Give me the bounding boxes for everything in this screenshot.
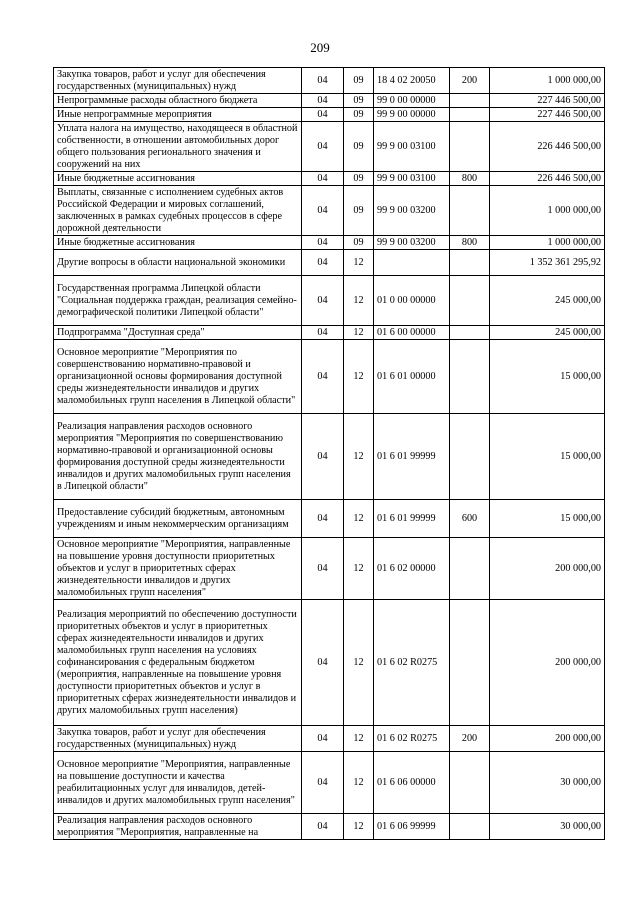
amount-cell: 200 000,00 [490, 538, 605, 600]
expense-type-cell [450, 250, 490, 276]
expense-name-cell: Основное мероприятие "Мероприятия по совершенствованию нормативно-правовой и организационной основы формирования доступной среды жизнедеятельности инвалидов и других маломобильных групп населения в Липецкой области" [54, 340, 302, 414]
expense-name-cell: Реализация направления расходов основного мероприятия "Мероприятия, направленные на [54, 814, 302, 840]
amount-cell: 1 000 000,00 [490, 68, 605, 94]
table-row [54, 340, 605, 414]
table-row [54, 726, 605, 752]
amount-cell: 1 352 361 295,92 [490, 250, 605, 276]
subsection-code-cell: 09 [344, 68, 374, 94]
subsection-code-cell: 12 [344, 340, 374, 414]
expense-type-cell: 800 [450, 236, 490, 250]
expense-name-cell: Иные непрограммные мероприятия [54, 108, 302, 122]
amount-cell: 1 000 000,00 [490, 186, 605, 236]
section-code-cell: 04 [302, 752, 344, 814]
target-article-cell [374, 250, 450, 276]
table-row [54, 94, 605, 108]
expense-type-cell [450, 752, 490, 814]
target-article-cell: 01 6 02 R0275 [374, 726, 450, 752]
target-article-cell: 99 9 00 03100 [374, 122, 450, 172]
expense-name-cell: Выплаты, связанные с исполнением судебных актов Российской Федерации и мировых соглашений, заключенных в рамках судебных процессов в сфере дорожной деятельности [54, 186, 302, 236]
section-code-cell: 04 [302, 236, 344, 250]
section-code-cell: 04 [302, 500, 344, 538]
subsection-code-cell: 12 [344, 500, 374, 538]
amount-cell: 15 000,00 [490, 500, 605, 538]
section-code-cell: 04 [302, 600, 344, 726]
target-article-cell: 99 9 00 03100 [374, 172, 450, 186]
section-code-cell: 04 [302, 340, 344, 414]
section-code-cell: 04 [302, 108, 344, 122]
amount-cell: 245 000,00 [490, 326, 605, 340]
subsection-code-cell: 09 [344, 236, 374, 250]
expense-type-cell: 800 [450, 172, 490, 186]
section-code-cell: 04 [302, 172, 344, 186]
section-code-cell: 04 [302, 68, 344, 94]
section-code-cell: 04 [302, 726, 344, 752]
expense-type-cell [450, 814, 490, 840]
expense-type-cell [450, 276, 490, 326]
amount-cell: 200 000,00 [490, 600, 605, 726]
expense-name-cell: Другие вопросы в области национальной экономики [54, 250, 302, 276]
table-row [54, 172, 605, 186]
table-row [54, 600, 605, 726]
subsection-code-cell: 12 [344, 600, 374, 726]
amount-cell: 1 000 000,00 [490, 236, 605, 250]
subsection-code-cell: 09 [344, 94, 374, 108]
table-row [54, 326, 605, 340]
target-article-cell: 18 4 02 20050 [374, 68, 450, 94]
table-row [54, 236, 605, 250]
section-code-cell: 04 [302, 814, 344, 840]
expense-name-cell: Реализация направления расходов основного мероприятия "Мероприятия по совершенствованию нормативно-правовой и организационной основы формирования доступной среды жизнедеятельности инвалидов и других маломобильных групп населения в Липецкой области" [54, 414, 302, 500]
table-row [54, 814, 605, 840]
subsection-code-cell: 09 [344, 108, 374, 122]
target-article-cell: 99 9 00 03200 [374, 186, 450, 236]
target-article-cell: 01 6 06 00000 [374, 752, 450, 814]
subsection-code-cell: 12 [344, 250, 374, 276]
expense-type-cell [450, 326, 490, 340]
expense-type-cell [450, 94, 490, 108]
target-article-cell: 99 9 00 00000 [374, 108, 450, 122]
table-row [54, 414, 605, 500]
expense-name-cell: Подпрограмма "Доступная среда" [54, 326, 302, 340]
page-number: 209 [310, 40, 330, 55]
subsection-code-cell: 12 [344, 538, 374, 600]
subsection-code-cell: 12 [344, 414, 374, 500]
subsection-code-cell: 12 [344, 726, 374, 752]
expense-name-cell: Уплата налога на имущество, находящееся в областной собственности, в отношении автомобильных дорог общего пользования регионального значения и сооружений на них [54, 122, 302, 172]
table-row [54, 276, 605, 326]
expense-name-cell: Государственная программа Липецкой области "Социальная поддержка граждан, реализация семейно-демографической политики Липецкой области" [54, 276, 302, 326]
amount-cell: 15 000,00 [490, 340, 605, 414]
subsection-code-cell: 12 [344, 276, 374, 326]
table-row [54, 186, 605, 236]
amount-cell: 30 000,00 [490, 814, 605, 840]
section-code-cell: 04 [302, 326, 344, 340]
section-code-cell: 04 [302, 122, 344, 172]
table-row [54, 250, 605, 276]
amount-cell: 227 446 500,00 [490, 94, 605, 108]
expense-name-cell: Основное мероприятие "Мероприятия, направленные на повышение доступности и качества реабилитационных услуг для инвалидов, детей-инвалидов и других маломобильных групп населения" [54, 752, 302, 814]
expense-type-cell: 600 [450, 500, 490, 538]
subsection-code-cell: 12 [344, 752, 374, 814]
target-article-cell: 99 0 00 00000 [374, 94, 450, 108]
expense-type-cell: 200 [450, 726, 490, 752]
target-article-cell: 01 6 02 00000 [374, 538, 450, 600]
target-article-cell: 01 6 01 99999 [374, 500, 450, 538]
subsection-code-cell: 12 [344, 814, 374, 840]
section-code-cell: 04 [302, 414, 344, 500]
table-row [54, 752, 605, 814]
expense-type-cell [450, 414, 490, 500]
table-row [54, 68, 605, 94]
expense-type-cell: 200 [450, 68, 490, 94]
expense-type-cell [450, 186, 490, 236]
expense-name-cell: Предоставление субсидий бюджетным, автономным учреждениям и иным некоммерческим организациям [54, 500, 302, 538]
expense-name-cell: Закупка товаров, работ и услуг для обеспечения государственных (муниципальных) нужд [54, 726, 302, 752]
amount-cell: 30 000,00 [490, 752, 605, 814]
amount-cell: 245 000,00 [490, 276, 605, 326]
target-article-cell: 01 6 00 00000 [374, 326, 450, 340]
subsection-code-cell: 12 [344, 326, 374, 340]
budget-table [53, 67, 605, 840]
target-article-cell: 99 9 00 03200 [374, 236, 450, 250]
expense-name-cell: Закупка товаров, работ и услуг для обеспечения государственных (муниципальных) нужд [54, 68, 302, 94]
amount-cell: 200 000,00 [490, 726, 605, 752]
amount-cell: 227 446 500,00 [490, 108, 605, 122]
amount-cell: 226 446 500,00 [490, 122, 605, 172]
expense-type-cell [450, 108, 490, 122]
section-code-cell: 04 [302, 186, 344, 236]
expense-type-cell [450, 340, 490, 414]
section-code-cell: 04 [302, 276, 344, 326]
section-code-cell: 04 [302, 94, 344, 108]
section-code-cell: 04 [302, 538, 344, 600]
target-article-cell: 01 6 01 00000 [374, 340, 450, 414]
target-article-cell: 01 6 06 99999 [374, 814, 450, 840]
target-article-cell: 01 0 00 00000 [374, 276, 450, 326]
amount-cell: 226 446 500,00 [490, 172, 605, 186]
expense-name-cell: Непрограммные расходы областного бюджета [54, 94, 302, 108]
expense-name-cell: Иные бюджетные ассигнования [54, 172, 302, 186]
amount-cell: 15 000,00 [490, 414, 605, 500]
subsection-code-cell: 09 [344, 186, 374, 236]
target-article-cell: 01 6 01 99999 [374, 414, 450, 500]
table-row [54, 122, 605, 172]
section-code-cell: 04 [302, 250, 344, 276]
subsection-code-cell: 09 [344, 122, 374, 172]
budget-table-body [54, 68, 605, 840]
expense-name-cell: Реализация мероприятий по обеспечению доступности приоритетных объектов и услуг в приоритетных сферах жизнедеятельности инвалидов и других маломобильных групп населения на условиях софинансирования с федеральным бюджетом (мероприятия, направленные на повышение уровня доступности приоритетных объектов и услуг в приоритетных сферах жизнедеятельности инвалидов и других маломобильных групп населения) [54, 600, 302, 726]
target-article-cell: 01 6 02 R0275 [374, 600, 450, 726]
expense-name-cell: Иные бюджетные ассигнования [54, 236, 302, 250]
subsection-code-cell: 09 [344, 172, 374, 186]
table-row [54, 108, 605, 122]
table-row [54, 500, 605, 538]
expense-name-cell: Основное мероприятие "Мероприятия, направленные на повышение уровня доступности приоритетных объектов и услуг в приоритетных сферах жизнедеятельности инвалидов и других маломобильных групп населения" [54, 538, 302, 600]
table-row [54, 538, 605, 600]
expense-type-cell [450, 600, 490, 726]
expense-type-cell [450, 122, 490, 172]
expense-type-cell [450, 538, 490, 600]
